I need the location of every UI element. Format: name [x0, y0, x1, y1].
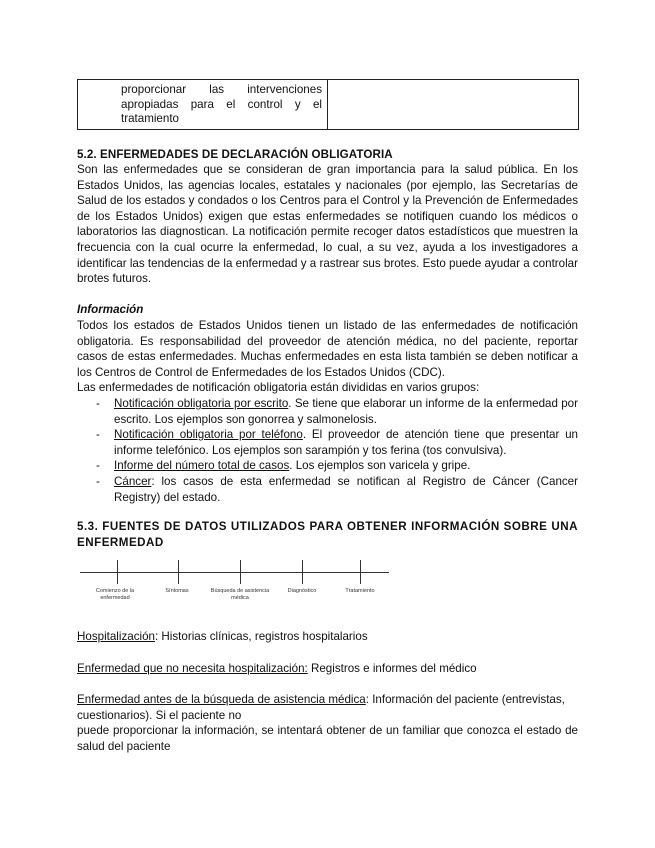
- timeline-label: Síntomas: [165, 588, 189, 594]
- table-fragment: [77, 79, 579, 130]
- timeline-tick: [178, 560, 179, 584]
- timeline-label: Diagnóstico: [287, 588, 317, 594]
- list-item-term: Informe del número total de casos: [114, 459, 290, 473]
- list-item-text: . Los ejemplos son varicela y gripe.: [289, 459, 471, 473]
- list-item: [77, 396, 578, 427]
- timeline-tick: [240, 560, 241, 584]
- final-paragraph: puede proporcionar la información, se intentará obtener de un familiar que conozca el estado de salud del paciente: [77, 724, 578, 753]
- source-term: Hospitalización: [77, 630, 155, 643]
- timeline-tick: [302, 560, 303, 584]
- source-text: : Historias clínicas, registros hospitalarios: [154, 630, 368, 643]
- list-item-term: Notificación obligatoria por escrito: [114, 397, 289, 410]
- list-item: [77, 427, 578, 458]
- timeline-tick: [360, 560, 361, 584]
- source-text: Registros e informes del médico: [307, 662, 477, 675]
- source-text: : Información del paciente (entrevistas, cuestionarios). Si el paciente no: [77, 693, 565, 722]
- timeline-label: Comienzo de la enfermedad: [95, 588, 135, 601]
- source-hospitalizacion: [77, 629, 578, 645]
- list-item-term: Cáncer: [114, 474, 152, 488]
- list-item-text: . El proveedor de atención tiene que presentar un informe telefónico. Los ejemplos son sarampión y tos ferina (tos convulsiva).: [114, 428, 579, 457]
- table-divider: [327, 80, 328, 129]
- groups-intro: Las enfermedades de notificación obligatoria están divididas en varios grupos:: [77, 381, 480, 394]
- timeline-tick: [117, 560, 118, 584]
- section-5-2-paragraph: Son las enfermedades que se consideran de gran importancia para la salud pública. En los Estados Unidos, las agencias locales, estatales y nacionales (por ejemplo, las Secretarías de Salud de los estados y condados o los Centros para el Control y la Prevención de Enfermedades de los Estados Unidos) exigen que estas enfermedades se notifiquen cuando los médicos o laboratorios las diagnostican. La notificación permite recoger datos estadísticos que muestren la frecuencia con la cual ocurre la enfermedad, lo cual, a su vez, ayuda a los investigadores a identificar las tendencias de la enfermedad y a rastrear sus brotes. Esto puede ayudar a controlar brotes futuros.: [77, 163, 578, 286]
- list-item: [77, 458, 578, 474]
- disease-timeline: [80, 555, 390, 607]
- groups-list: [77, 396, 578, 505]
- source-antes-asistencia: [77, 692, 578, 723]
- list-item-text: . Se tiene que elaborar un informe de la enfermedad por escrito. Los ejemplos son gonorrea y salmonelosis.: [114, 397, 578, 426]
- list-item: [77, 474, 578, 505]
- table-cell-text: proporcionar las intervenciones apropiadas para el control y el tratamiento: [121, 83, 322, 125]
- timeline-axis: [80, 572, 389, 573]
- informacion-subheading: Información: [77, 303, 144, 316]
- list-item-term: Notificación obligatoria por teléfono: [114, 428, 303, 442]
- section-5-3-heading: 5.3. FUENTES DE DATOS UTILIZADOS PARA OBTENER INFORMACIÓN SOBRE UNA ENFERMEDAD: [77, 520, 578, 549]
- timeline-label: Tratamiento: [345, 588, 375, 594]
- source-term: Enfermedad antes de la búsqueda de asistencia médica: [77, 693, 366, 706]
- source-term: Enfermedad que no necesita hospitalización:: [77, 662, 308, 675]
- list-item-text: : los casos de esta enfermedad se notifican al Registro de Cáncer (Cancer Registry) del estado.: [114, 474, 578, 504]
- timeline-label: Búsqueda de asistencia médica: [210, 588, 270, 601]
- section-5-2-heading: 5.2. ENFERMEDADES DE DECLARACIÓN OBLIGATORIA: [77, 148, 393, 161]
- source-sin-hospitalizacion: [77, 661, 578, 677]
- informacion-paragraph: Todos los estados de Estados Unidos tienen un listado de las enfermedades de notificación obligatoria. Es responsabilidad del proveedor de atención médica, no del paciente, reportar casos de estas enfermedades. Muchas enfermedades en esta lista también se deben notificar a los Centros de Control de Enfermedades de los Estados Unidos (CDC).: [77, 319, 578, 379]
